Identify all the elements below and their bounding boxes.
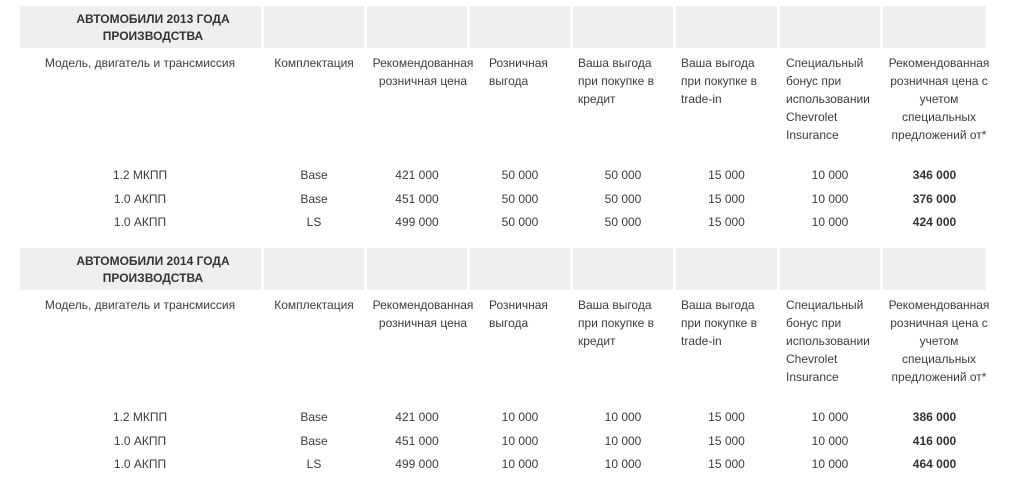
table-cell: 15 000 [708, 192, 745, 206]
table-cell: 10 000 [811, 215, 849, 229]
final-price-cell: 376 000 [912, 192, 957, 206]
table-row [20, 432, 986, 455]
table-cell: 421 000 [395, 168, 439, 182]
band-cell [470, 6, 570, 48]
final-price-cell: 416 000 [912, 434, 957, 448]
table-cell: 10 000 [811, 168, 849, 182]
band-cell [676, 6, 777, 48]
band-cell [883, 6, 986, 48]
final-price-cell: 424 000 [912, 215, 957, 229]
table-row [20, 166, 986, 189]
column-header: Ваша выгода при покупке в trade-in [681, 56, 758, 106]
band-cell [367, 6, 467, 48]
table-cell: 15 000 [708, 457, 745, 471]
table-row [20, 190, 986, 213]
column-header: Рекомендованная розничная цена с учетом специальных предложений от* [888, 56, 990, 142]
table-cell: 15 000 [708, 434, 745, 448]
table-cell: 50 000 [501, 215, 539, 229]
table-cell: Base [300, 192, 328, 206]
table-cell: 451 000 [395, 192, 439, 206]
table-cell: 10 000 [811, 410, 849, 424]
band-cell [573, 248, 673, 290]
table-cell: 15 000 [708, 410, 745, 424]
table-cell: 10 000 [501, 434, 539, 448]
table-cell: 1.0 АКПП [113, 215, 167, 229]
column-header: Рекомендованная розничная цена с учетом специальных предложений от* [888, 298, 990, 384]
band-cell [367, 248, 467, 290]
band-cell [780, 6, 880, 48]
final-price-cell: 386 000 [912, 410, 957, 424]
table-row [20, 408, 986, 431]
table-cell: 1.2 МКПП [112, 410, 168, 424]
table-cell: 15 000 [708, 168, 745, 182]
column-header: Розничная выгода [489, 56, 548, 88]
column-header: Ваша выгода при покупке в кредит [578, 298, 655, 348]
table-cell: 10 000 [604, 410, 642, 424]
column-header: Специальный бонус при использовании Chevrolet Insurance [786, 298, 870, 384]
table-cell: 10 000 [501, 457, 539, 471]
table-cell: 10 000 [811, 192, 849, 206]
table-cell: 1.0 АКПП [113, 434, 167, 448]
table-cell: 499 000 [395, 215, 439, 229]
final-price-cell: 464 000 [912, 457, 957, 471]
section-title-band [20, 6, 986, 48]
band-cell [264, 248, 364, 290]
band-cell [883, 248, 986, 290]
table-cell: Base [300, 434, 328, 448]
column-header: Модель, двигатель и трансмиссия [44, 298, 236, 312]
band-cell [676, 248, 777, 290]
table-cell: 10 000 [811, 457, 849, 471]
table-cell: 451 000 [395, 434, 439, 448]
column-header: Комплектация [274, 298, 354, 312]
section-title: АВТОМОБИЛИ 2013 ГОДА ПРОИЗВОДСТВА [76, 12, 230, 43]
table-cell: 50 000 [604, 168, 642, 182]
final-price-cell: 346 000 [912, 168, 957, 182]
table-cell: Base [300, 168, 328, 182]
band-cell [470, 248, 570, 290]
table-cell: Base [300, 410, 328, 424]
column-header: Рекомендованная розничная цена [372, 56, 474, 88]
table-cell: 50 000 [604, 215, 642, 229]
table-cell: 10 000 [604, 457, 642, 471]
table-row [20, 213, 986, 236]
table-cell: 1.0 АКПП [113, 192, 167, 206]
table-cell: LS [306, 215, 322, 229]
column-header: Специальный бонус при использовании Chevrolet Insurance [786, 56, 870, 142]
column-header: Модель, двигатель и трансмиссия [44, 56, 236, 70]
band-cell [780, 248, 880, 290]
table-cell: 10 000 [604, 434, 642, 448]
column-header: Розничная выгода [489, 298, 548, 330]
column-header: Комплектация [274, 56, 354, 70]
table-row [20, 455, 986, 478]
column-header: Рекомендованная розничная цена [372, 298, 474, 330]
column-header: Ваша выгода при покупке в кредит [578, 56, 655, 106]
table-cell: 15 000 [708, 215, 745, 229]
table-cell: 10 000 [811, 434, 849, 448]
table-cell: 1.0 АКПП [113, 457, 167, 471]
table-cell: LS [306, 457, 322, 471]
table-cell: 50 000 [501, 168, 539, 182]
section-title: АВТОМОБИЛИ 2014 ГОДА ПРОИЗВОДСТВА [76, 254, 230, 285]
table-cell: 10 000 [501, 410, 539, 424]
table-cell: 1.2 МКПП [112, 168, 168, 182]
table-cell: 421 000 [395, 410, 439, 424]
table-cell: 499 000 [395, 457, 439, 471]
band-cell [573, 6, 673, 48]
table-cell: 50 000 [501, 192, 539, 206]
band-cell [264, 6, 364, 48]
section-title-band [20, 248, 986, 290]
column-header: Ваша выгода при покупке в trade-in [681, 298, 758, 348]
table-cell: 50 000 [604, 192, 642, 206]
